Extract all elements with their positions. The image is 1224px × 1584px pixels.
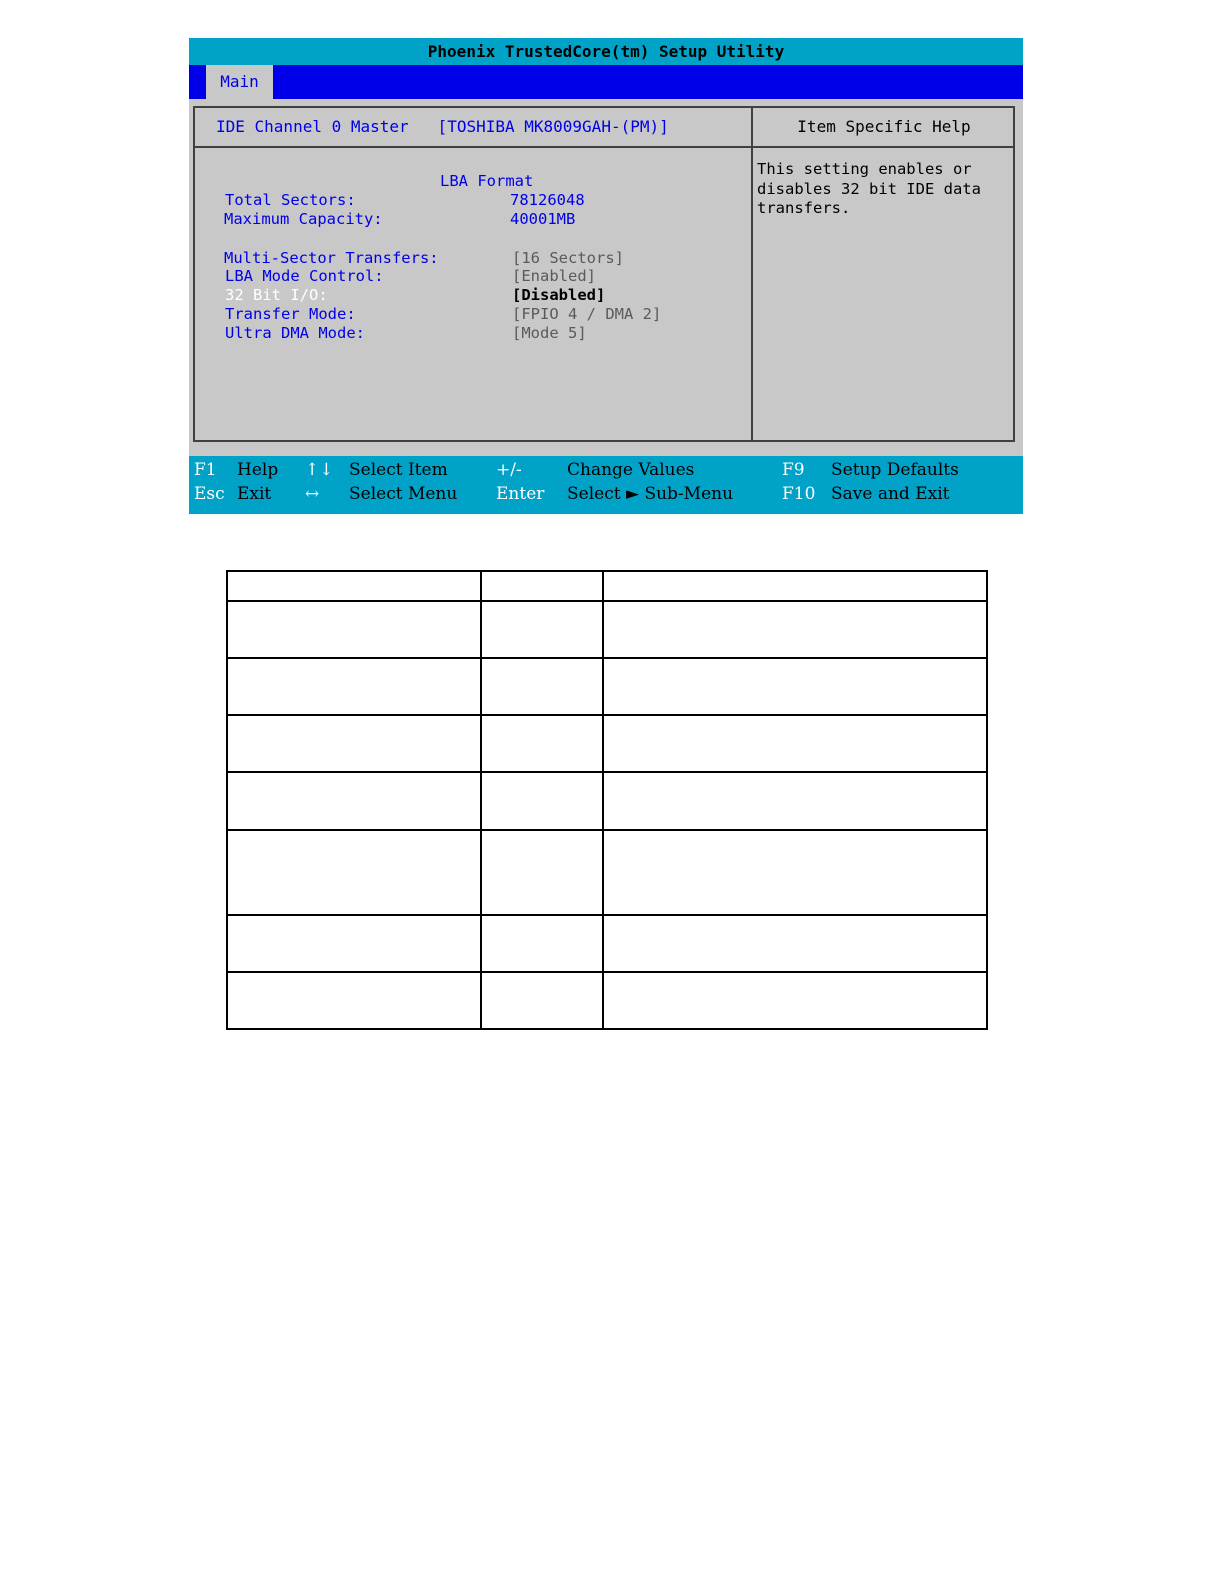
key-f9: F9 [782, 460, 805, 480]
menu-bar [189, 65, 1023, 99]
ultra-dma-value[interactable]: [Mode 5] [512, 324, 587, 342]
tab-main[interactable]: Main [206, 65, 273, 99]
transfer-mode-value[interactable]: [FPIO 4 / DMA 2] [512, 305, 662, 323]
lba-format-title: LBA Format [440, 172, 534, 190]
table-row [227, 772, 987, 829]
key-f1-desc: Help [237, 460, 279, 480]
key-save-exit-desc: Save and Exit [831, 484, 950, 504]
key-legend [189, 456, 1023, 514]
key-plusminus: +/- [496, 460, 522, 480]
table-row [227, 658, 987, 715]
bios-setup-screen [189, 38, 1023, 514]
key-enter: Enter [496, 484, 545, 504]
key-f10: F10 [782, 484, 816, 504]
empty-settings-table [226, 570, 988, 1030]
header-divider [195, 146, 1013, 148]
bit32-io-label: 32 Bit I/O: [225, 286, 328, 304]
table-row [227, 972, 987, 1029]
lba-mode-value[interactable]: [Enabled] [512, 267, 596, 285]
transfer-mode-label: Transfer Mode: [225, 305, 356, 323]
table-row [227, 601, 987, 658]
help-text: This setting enables or disables 32 bit IDE data transfers. [757, 160, 981, 217]
key-setup-defaults-desc: Setup Defaults [831, 460, 959, 480]
multi-sector-label: Multi-Sector Transfers: [224, 249, 439, 267]
settings-frame [193, 106, 1015, 442]
key-exit-desc: Exit [237, 484, 272, 504]
table-row [227, 830, 987, 915]
help-header: Item Specific Help [797, 117, 971, 136]
ide-channel-header: IDE Channel 0 Master [TOSHIBA MK8009GAH-(PM)] [216, 117, 669, 136]
key-esc: Esc [194, 484, 225, 504]
total-sectors-label: Total Sectors: [225, 191, 356, 209]
bit32-io-value[interactable]: [Disabled] [512, 286, 606, 304]
key-select-item-desc: Select Item [349, 460, 448, 480]
max-capacity-label: Maximum Capacity: [224, 210, 383, 228]
bios-title: Phoenix TrustedCore(tm) Setup Utility [189, 38, 1023, 65]
key-submenu-desc: Select ► Sub-Menu [567, 484, 734, 504]
updown-arrow-icon: ↑↓ [305, 460, 334, 480]
table-row [227, 571, 987, 601]
multi-sector-value[interactable]: [16 Sectors] [512, 249, 624, 267]
ultra-dma-label: Ultra DMA Mode: [225, 324, 365, 342]
table-row [227, 915, 987, 972]
total-sectors-value: 78126048 [510, 191, 585, 209]
key-f1: F1 [194, 460, 217, 480]
key-change-values-desc: Change Values [567, 460, 695, 480]
leftright-arrow-icon: ↔ [305, 484, 320, 504]
table-row [227, 715, 987, 772]
max-capacity-value: 40001MB [510, 210, 576, 228]
help-divider [751, 108, 753, 440]
key-select-menu-desc: Select Menu [349, 484, 458, 504]
lba-mode-label: LBA Mode Control: [225, 267, 384, 285]
